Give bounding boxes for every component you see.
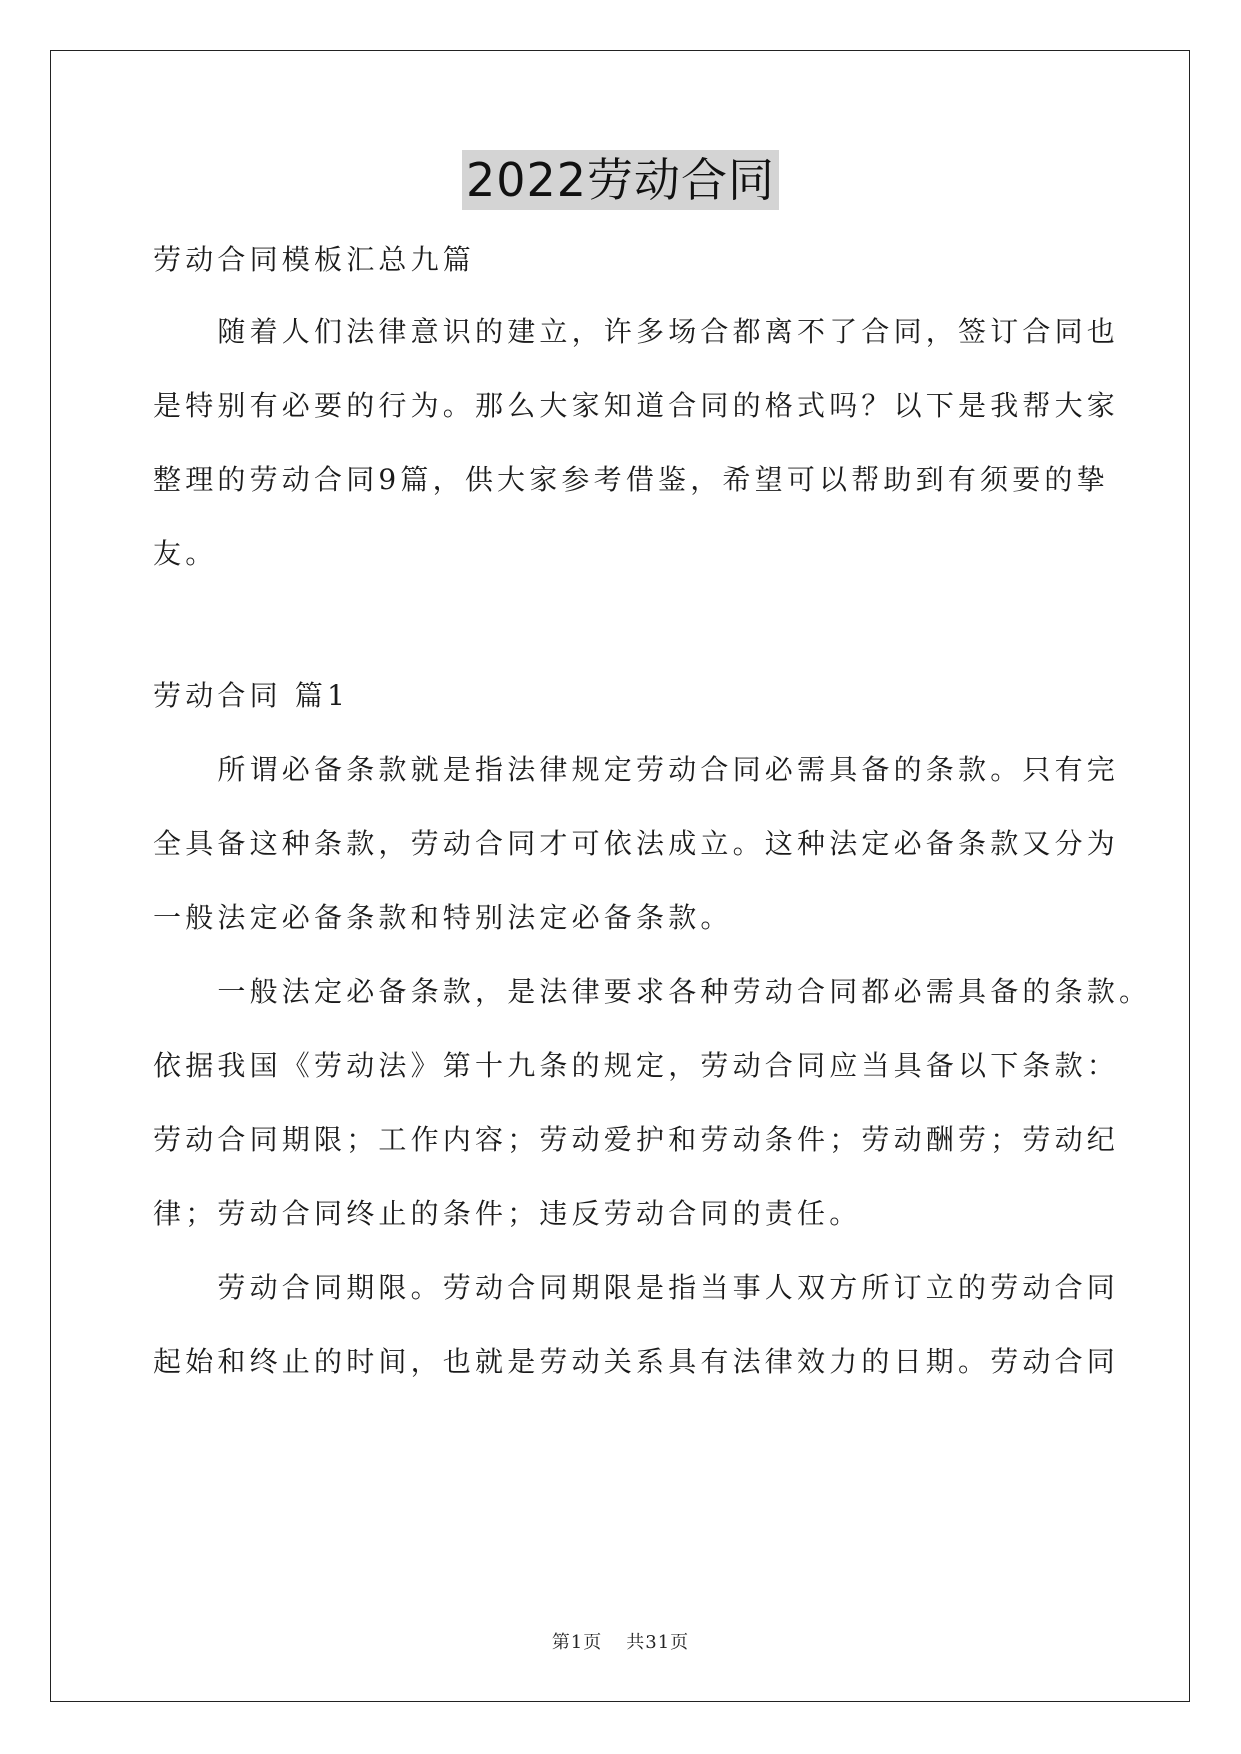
intro-line: 友。 (153, 537, 218, 570)
paragraph-line: 劳动合同期限。劳动合同期限是指当事人双方所订立的劳动合同 (153, 1271, 1120, 1304)
document-title: 2022劳动合同 (462, 150, 779, 210)
section-heading: 劳动合同 篇1 (153, 679, 350, 712)
intro-line: 整理的劳动合同9篇，供大家参考借鉴，希望可以帮助到有须要的挚 (153, 463, 1109, 496)
paragraph-line: 全具备这种条款，劳动合同才可依法成立。这种法定必备条款又分为 (153, 827, 1120, 860)
paragraph-line: 所谓必备条款就是指法律规定劳动合同必需具备的条款。只有完 (153, 753, 1120, 786)
paragraph-line: 起始和终止的时间，也就是劳动关系具有法律效力的日期。劳动合同 (153, 1345, 1120, 1378)
paragraph-line: 一般法定必备条款，是法律要求各种劳动合同都必需具备的条款。 (153, 975, 1152, 1008)
intro-line: 是特别有必要的行为。那么大家知道合同的格式吗？以下是我帮大家 (153, 389, 1120, 422)
paragraph-line: 依据我国《劳动法》第十九条的规定，劳动合同应当具备以下条款： (153, 1049, 1120, 1082)
intro-line: 随着人们法律意识的建立，许多场合都离不了合同，签订合同也 (153, 315, 1120, 348)
paragraph-line: 劳动合同期限；工作内容；劳动爱护和劳动条件；劳动酬劳；劳动纪 (153, 1123, 1120, 1156)
page-number: 第1页 (551, 1632, 603, 1653)
title-container (0, 150, 1241, 210)
page-footer (0, 1628, 1241, 1654)
page-total: 共31页 (626, 1632, 690, 1653)
page-border (50, 50, 1190, 1702)
paragraph-line: 律；劳动合同终止的条件；违反劳动合同的责任。 (153, 1197, 862, 1230)
paragraph-line: 一般法定必备条款和特别法定必备条款。 (153, 901, 733, 934)
document-subtitle: 劳动合同模板汇总九篇 (153, 243, 476, 276)
